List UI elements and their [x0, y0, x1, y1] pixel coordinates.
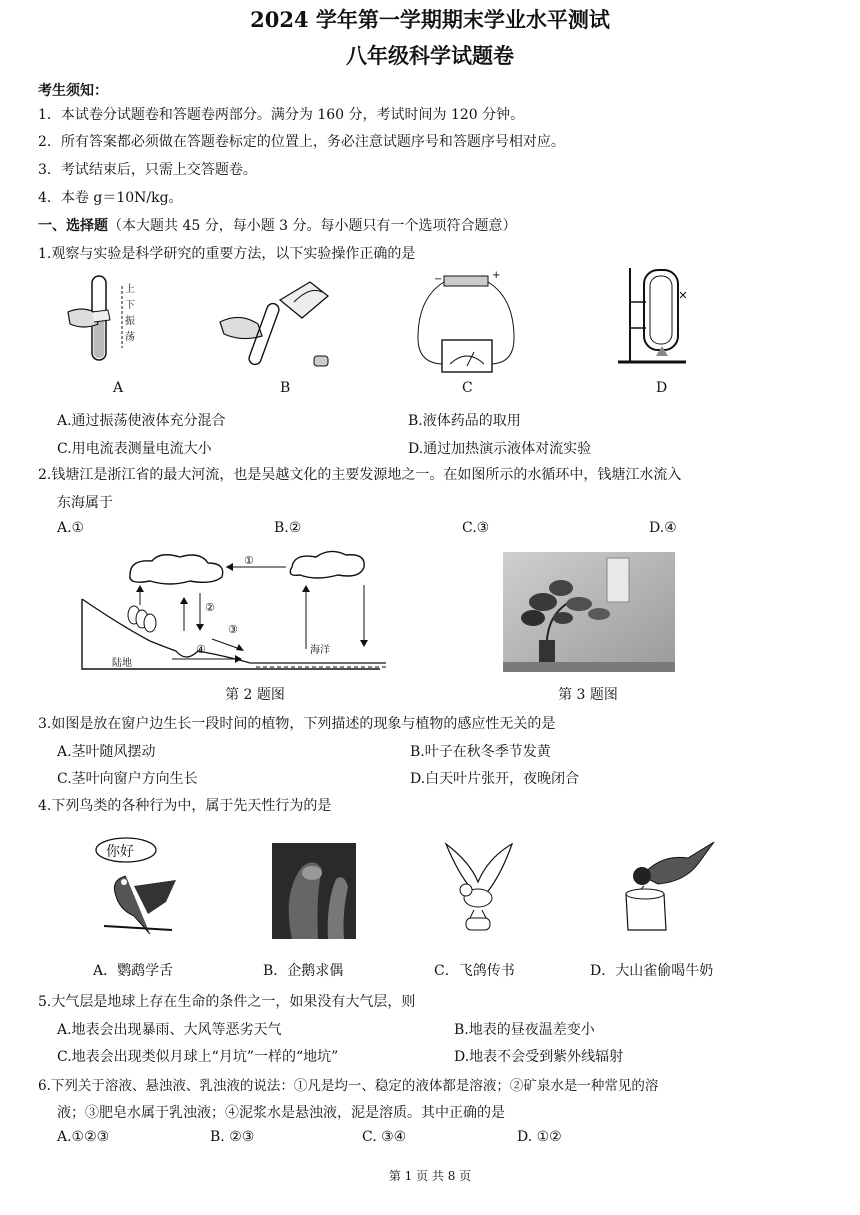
penguin-image: [272, 843, 356, 939]
fig3-caption: 第 3 题图: [558, 687, 618, 703]
q1-label-a: A: [113, 380, 124, 396]
q6-option-b: B. ②③: [210, 1129, 255, 1145]
q1-option-a: A.通过振荡使液体充分混合: [57, 413, 226, 429]
parrot-speech-bubble: 你好: [106, 844, 134, 860]
ocean-label: 海洋: [310, 645, 330, 656]
q1-option-c: C.用电流表测量电流大小: [57, 441, 212, 457]
page-footer: 第 1 页 共 8 页: [388, 1169, 472, 1183]
notice-item-1: 1．本试卷分试题卷和答题卷两部分。满分为 160 分，考试时间为 120 分钟。: [38, 107, 525, 123]
svg-text:+: +: [492, 270, 501, 281]
svg-text:−: −: [434, 274, 443, 285]
pigeon-image: [436, 838, 520, 934]
q1-label-b: B: [280, 380, 291, 396]
cycle-mark-2: ②: [205, 601, 215, 614]
section-note: （本大题共 45 分，每小题 3 分。每小题只有一个选项符合题意）: [108, 218, 517, 234]
shake-label: 上 下 振 荡: [125, 284, 135, 343]
tit-bird-image: [618, 836, 718, 932]
q2-option-d: D.④: [649, 520, 677, 536]
q5-stem: 5.大气层是地球上存在生命的条件之一，如果没有大气层，则: [38, 994, 416, 1010]
q2-option-c: C.③: [462, 520, 490, 536]
q4-option-b: B．企鹅求偶: [263, 963, 344, 979]
q6-option-c: C. ③④: [362, 1129, 407, 1145]
plant-photo: [503, 552, 675, 672]
q3-option-b: B.叶子在秋冬季节发黄: [410, 744, 551, 760]
q5-option-c: C.地表会出现类似月球上“月坑”一样的“地坑”: [57, 1049, 339, 1065]
notice-heading: 考生须知：: [38, 83, 108, 99]
q5-option-b: B.地表的昼夜温差变小: [454, 1022, 595, 1038]
q6-option-d: D. ①②: [517, 1129, 562, 1145]
q4-option-d: D．大山雀偷喝牛奶: [590, 963, 714, 979]
q1-option-b: B.液体药品的取用: [408, 413, 521, 429]
q2-stem-line2: 东海属于: [57, 495, 113, 511]
exam-subtitle: 八年级科学试题卷: [346, 43, 514, 68]
q6-stem-line2: 液；③肥皂水属于乳浊液；④泥浆水是悬浊液，泥是溶质。其中正确的是: [57, 1105, 505, 1121]
q2-stem-line1: 2.钱塘江是浙江省的最大河流，也是吴越文化的主要发源地之一。在如图所示的水循环中，钱塘江水流入: [38, 467, 682, 483]
notice-item-3: 3．考试结束后，只需上交答题卷。: [38, 162, 257, 178]
cycle-mark-4: ④: [196, 643, 206, 656]
q4-stem: 4.下列鸟类的各种行为中，属于先天性行为的是: [38, 798, 332, 814]
notice-item-4: 4．本卷 g＝10N/kg。: [38, 190, 183, 206]
q3-option-d: D.白天叶片张开，夜晚闭合: [410, 771, 580, 787]
q1-figure-b: [210, 272, 340, 372]
fig2-caption: 第 2 题图: [225, 687, 285, 703]
q4-option-c: C．飞鸽传书: [434, 963, 515, 979]
section-heading: [38, 215, 517, 235]
q5-option-d: D.地表不会受到紫外线辐射: [454, 1049, 624, 1065]
q1-stem: 1.观察与实验是科学研究的重要方法，以下实验操作正确的是: [38, 246, 416, 262]
q6-option-a: A.①②③: [57, 1129, 110, 1145]
q1-label-d: D: [656, 380, 668, 396]
q2-option-b: B.②: [274, 520, 302, 536]
q1-label-c: C: [462, 380, 473, 396]
q1-figure-a: [62, 272, 152, 368]
q5-option-a: A.地表会出现暴雨、大风等恶劣天气: [57, 1022, 282, 1038]
q1-option-d: D.通过加热演示液体对流实验: [408, 441, 592, 457]
q6-stem-line1: 6.下列关于溶液、悬浊液、乳浊液的说法：①凡是均一、稳定的液体都是溶液；②矿泉水是一种常见的溶: [38, 1078, 659, 1094]
q1-figure-d: [610, 262, 700, 374]
q3-option-c: C.茎叶向窗户方向生长: [57, 771, 198, 787]
notice-item-2: 2．所有答案都必须做在答题卷标定的位置上，务必注意试题序号和答题序号相对应。: [38, 134, 565, 150]
q3-option-a: A.茎叶随风摆动: [57, 744, 156, 760]
q3-stem: 3.如图是放在窗户边生长一段时间的植物，下列描述的现象与植物的感应性无关的是: [38, 716, 556, 732]
cycle-mark-1: ①: [244, 554, 254, 567]
q2-option-a: A.①: [57, 520, 85, 536]
cycle-mark-3: ③: [228, 623, 238, 636]
section-title: 一、选择题: [38, 218, 108, 234]
q4-option-a: A．鹦鹉学舌: [93, 963, 174, 979]
q1-figure-c: [408, 268, 524, 380]
exam-title: 2024 学年第一学期期末学业水平测试: [250, 7, 610, 32]
land-label: 陆地: [112, 658, 132, 669]
